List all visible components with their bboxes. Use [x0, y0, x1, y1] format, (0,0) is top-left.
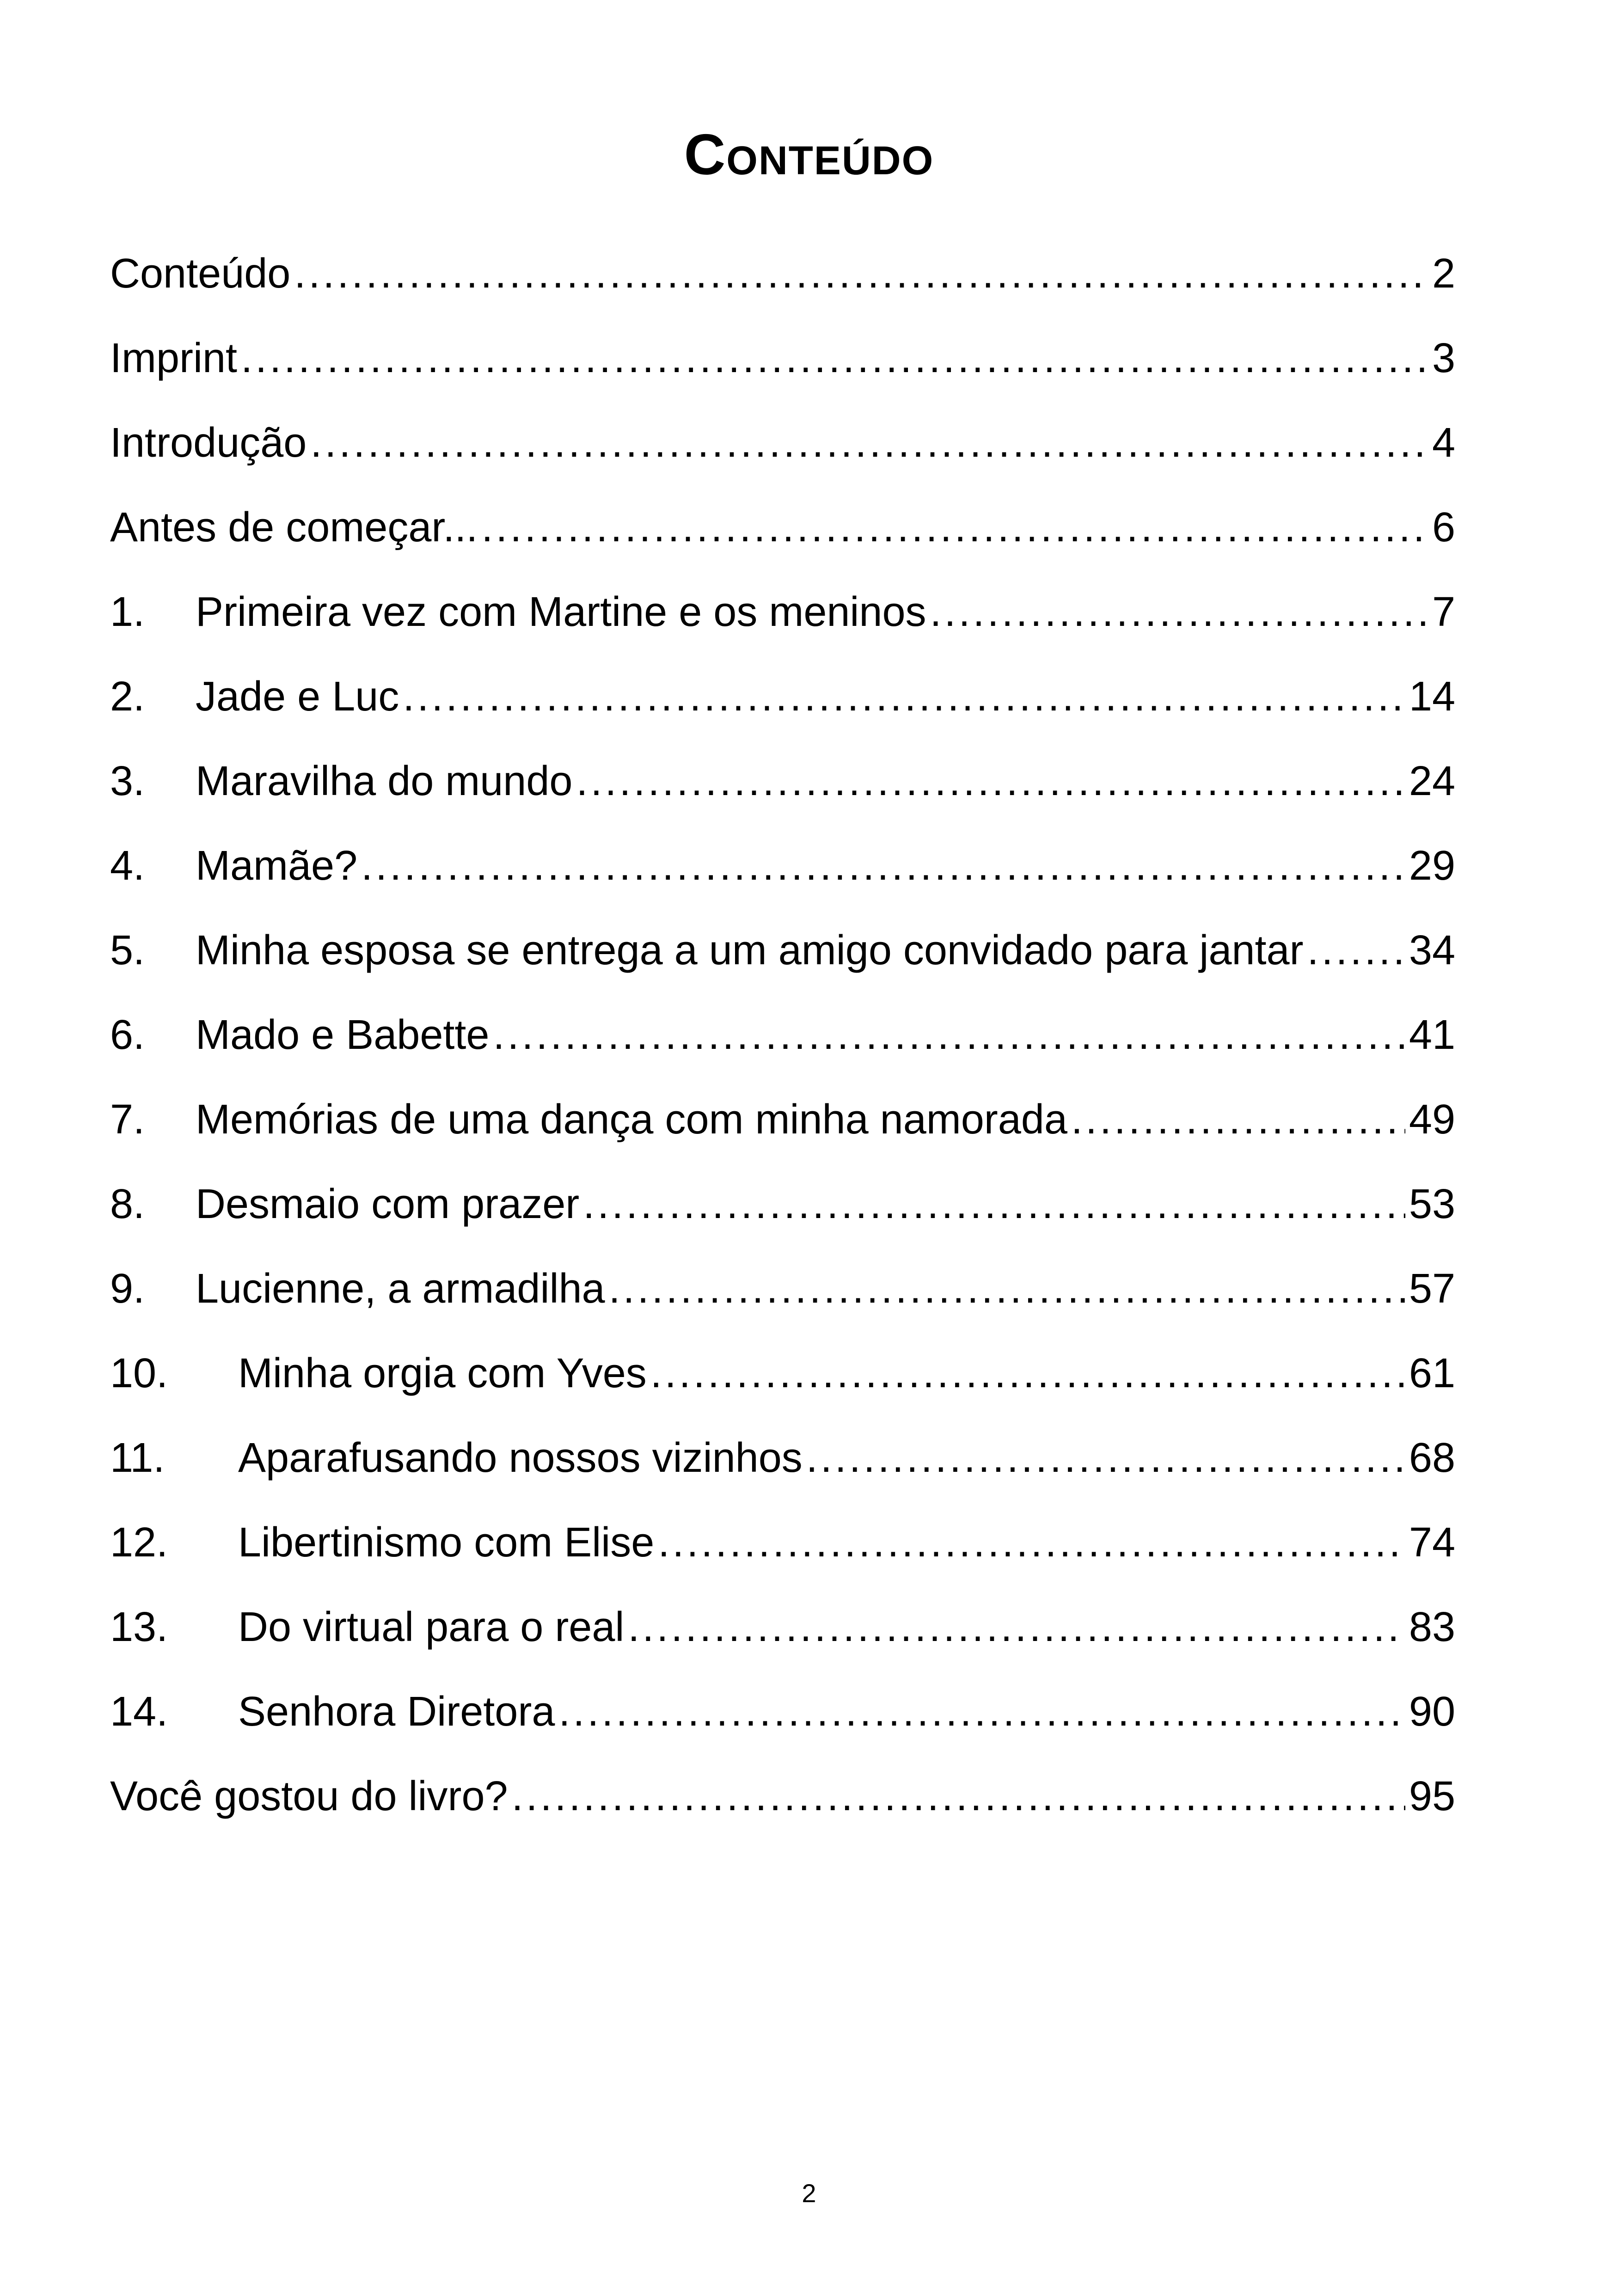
toc-entry[interactable] [110, 1585, 1455, 1669]
dot-leader [403, 671, 1405, 722]
toc-entry-page: 57 [1409, 1265, 1455, 1312]
toc-entry-number: 10. [110, 1350, 168, 1396]
dot-leader [658, 1517, 1405, 1568]
toc-entry[interactable] [110, 1162, 1455, 1246]
page-number: 2 [802, 2179, 816, 2208]
dot-leader [481, 502, 1428, 553]
toc-entry-label: Minha orgia com Yves [238, 1350, 647, 1396]
toc-entry[interactable] [110, 569, 1455, 654]
toc-entry-page: 7 [1432, 588, 1455, 635]
dot-leader [609, 1263, 1405, 1314]
toc-entry-number: 4. [110, 842, 145, 889]
toc-entry-page: 6 [1432, 504, 1455, 551]
toc-entry[interactable] [110, 1669, 1455, 1754]
toc-entry-number: 6. [110, 1011, 145, 1058]
dot-leader [558, 1686, 1405, 1737]
dot-leader [512, 1771, 1405, 1822]
page-title: Conteúdo [684, 123, 934, 187]
toc-entry-page: 95 [1409, 1773, 1455, 1819]
toc-entry-number: 3. [110, 758, 145, 804]
toc-entry-page: 61 [1409, 1350, 1455, 1396]
toc-entry[interactable] [110, 231, 1455, 316]
toc-entry[interactable] [110, 485, 1455, 569]
toc-entry-label: Senhora Diretora [238, 1688, 555, 1735]
toc-entry-page: 83 [1409, 1604, 1455, 1650]
toc-entry-label: Do virtual para o real [238, 1604, 625, 1650]
toc-entry[interactable] [110, 908, 1455, 992]
toc-entry-number: 7. [110, 1096, 145, 1143]
dot-leader [806, 1433, 1405, 1483]
toc-entry[interactable] [110, 1754, 1455, 1838]
dot-leader [576, 756, 1405, 807]
table-of-contents [110, 231, 1455, 1838]
toc-entry[interactable] [110, 1246, 1455, 1331]
toc-entry-page: 3 [1432, 335, 1455, 381]
toc-entry-number: 2. [110, 673, 145, 720]
dot-leader [361, 840, 1405, 891]
dot-leader [294, 248, 1428, 299]
toc-entry[interactable] [110, 316, 1455, 400]
toc-entry-label: Lucienne, a armadilha [196, 1265, 605, 1312]
toc-entry-label: Mado e Babette [196, 1011, 490, 1058]
toc-entry-page: 24 [1409, 758, 1455, 804]
toc-entry-page: 29 [1409, 842, 1455, 889]
toc-entry[interactable] [110, 654, 1455, 739]
toc-entry-page: 74 [1409, 1519, 1455, 1566]
toc-entry[interactable] [110, 400, 1455, 485]
toc-entry-number: 9. [110, 1265, 145, 1312]
dot-leader [241, 333, 1428, 384]
dot-leader [650, 1348, 1405, 1399]
dot-leader [1307, 925, 1405, 976]
toc-entry-page: 14 [1409, 673, 1455, 720]
dot-leader [628, 1602, 1405, 1653]
toc-entry-label: Memórias de uma dança com minha namorada [196, 1096, 1067, 1143]
dot-leader [310, 417, 1428, 468]
toc-entry-number: 11. [110, 1434, 165, 1481]
toc-entry-label: Antes de começar... [110, 504, 478, 551]
toc-entry-number: 12. [110, 1519, 168, 1566]
dot-leader [583, 1179, 1405, 1230]
dot-leader [1071, 1094, 1405, 1145]
toc-entry-number: 5. [110, 927, 145, 974]
toc-entry-label: Primeira vez com Martine e os meninos [196, 588, 926, 635]
toc-entry-label: Desmaio com prazer [196, 1181, 580, 1227]
toc-entry-label: Maravilha do mundo [196, 758, 573, 804]
toc-entry-number: 1. [110, 588, 145, 635]
dot-leader [493, 1010, 1405, 1060]
toc-entry-label: Conteúdo [110, 250, 291, 297]
toc-entry-label: Aparafusando nossos vizinhos [238, 1434, 803, 1481]
toc-entry[interactable] [110, 992, 1455, 1077]
toc-entry[interactable] [110, 1500, 1455, 1585]
toc-entry-label: Libertinismo com Elise [238, 1519, 655, 1566]
toc-entry-label: Introdução [110, 419, 307, 466]
toc-entry-number: 8. [110, 1181, 145, 1227]
toc-entry[interactable] [110, 823, 1455, 908]
toc-entry-number: 13. [110, 1604, 168, 1650]
toc-entry[interactable] [110, 1415, 1455, 1500]
toc-entry-page: 90 [1409, 1688, 1455, 1735]
toc-entry-label: Você gostou do livro? [110, 1773, 508, 1819]
toc-entry-page: 2 [1432, 250, 1455, 297]
toc-entry-label: Imprint [110, 335, 238, 381]
toc-entry-page: 68 [1409, 1434, 1455, 1481]
toc-entry[interactable] [110, 739, 1455, 823]
toc-entry[interactable] [110, 1331, 1455, 1415]
toc-entry-page: 41 [1409, 1011, 1455, 1058]
toc-entry-label: Minha esposa se entrega a um amigo convidado para jantar [196, 927, 1304, 974]
toc-entry[interactable] [110, 1077, 1455, 1162]
toc-entry-label: Mamãe? [196, 842, 358, 889]
dot-leader [930, 587, 1428, 637]
toc-entry-page: 49 [1409, 1096, 1455, 1143]
toc-entry-page: 53 [1409, 1181, 1455, 1227]
toc-entry-page: 4 [1432, 419, 1455, 466]
toc-entry-page: 34 [1409, 927, 1455, 974]
toc-entry-number: 14. [110, 1688, 168, 1735]
toc-entry-label: Jade e Luc [196, 673, 399, 720]
